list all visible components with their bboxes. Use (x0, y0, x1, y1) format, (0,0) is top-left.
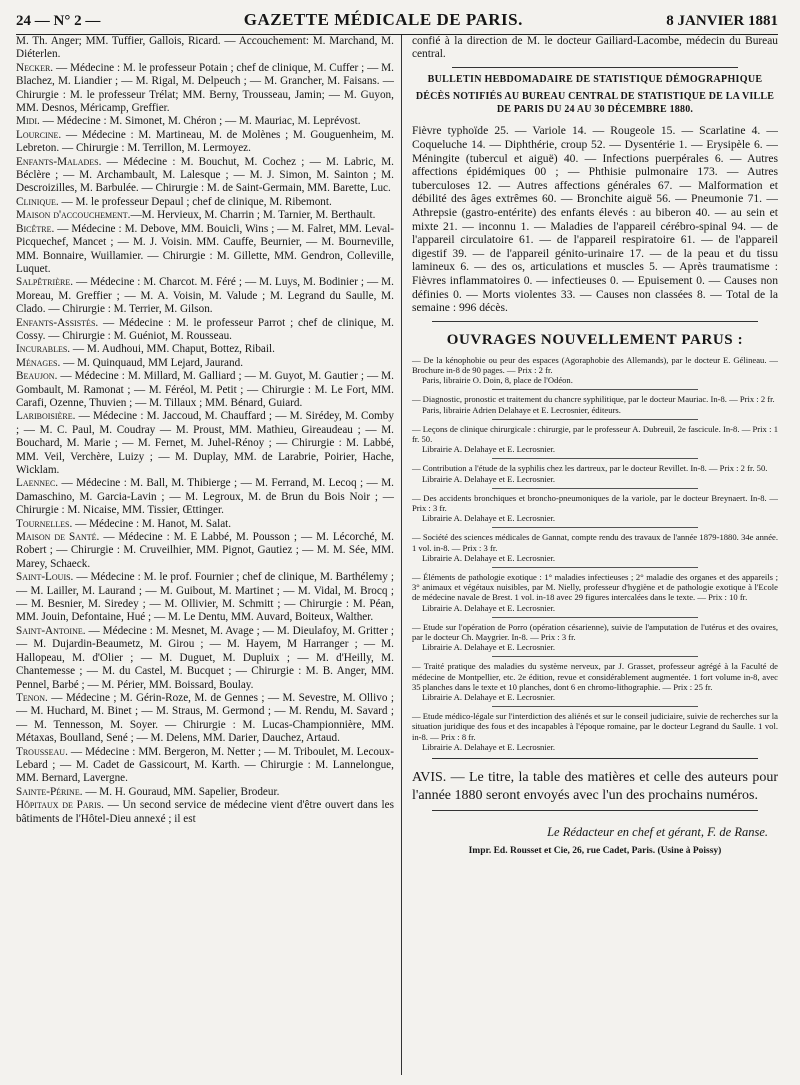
book-entry (412, 661, 778, 702)
book-entry (412, 493, 778, 524)
service-staff-text: — Médecine : M. Jaccoud, M. Chauffard ; — M. Sirédey, M. Comby ; — M. C. Paul, M. Coudray — M. Proust, MM. Mathieu, Gireaudeau ; — M. Bouchard, M. Marie ; — M. Fernet, M. Juhel-Rénoy ; — Chirurgie : M. Labbé, MM. Veil, Verchère, Luizy ; — M. Duplay, MM. de Larabrie, Poirier, Hache, Wicklam. (16, 410, 394, 476)
book-publisher: Librairie A. Delahaye et E. Lecrosnier. (421, 444, 556, 455)
hospital-name: Beaujon. (16, 370, 58, 383)
hospital-entry (16, 786, 394, 799)
hospital-entry (16, 156, 394, 196)
hospital-entry (16, 209, 394, 222)
hospital-entry (16, 276, 394, 316)
hospital-name: Saint-Louis. (16, 571, 74, 584)
hospital-name: Saint-Antoine. (16, 624, 86, 637)
hospital-name: Lariboisière. (16, 410, 76, 423)
service-staff-text: — Médecine ; M. Gérin-Roze, M. de Gennes ; — M. Sevestre, M. Ollivo ; — M. Huchard, M. Binet ; — M. Straus, M. Germond ; — M. Rendu, M. Savard ; — M. Tennesson, M. Soyer. — Chirurgie : M. Lucas-Championnière, MM. Métaxas, Boulland, Sené ; — M. Delens, MM. Darier, Dauchez, Artaud. (16, 691, 394, 745)
book-description: — Contribution a l'étude de la syphilis chez les dartreux, par le docteur Revillet. In-8. — Prix : 2 fr. 50. (411, 463, 768, 474)
service-staff-text: — Médecine : M. Mesnet, M. Avage ; — M. Dieulafoy, M. Gritter ; — M. Dujardin-Beaumetz, M. Girou ; — M. Hayem, M Harranger ; — M. Hallopeau, M. d'Olier ; — M. Duguet, M. Dupluix ; — M. d'Heilly, M. Chantemesse ; — M. du Castel, M. Bucquet ; — Chirurgie : M. B. Anger, MM. Pennel, Barbé ; — M. Périer, MM. Boissard, Boulay. (16, 624, 394, 691)
book-entry (412, 532, 778, 563)
book-publisher: Librairie A. Delahaye et E. Lecrosnier. (421, 692, 556, 702)
hospital-name: Midi. (16, 115, 40, 128)
service-staff-text: — Médecine : M. Millard, M. Galliard ; — M. Guyot, M. Gautier ; — M. Gombault, M. Ramonat ; — M. Féréol, M. Petit ; — Chirurgie : M. Le Fort, MM. Carafi, Ozenne, Thuvien ; — M. Tillaux ; MM. Bénard, Guiard. (16, 370, 394, 409)
bulletin-title: BULLETIN HEBDOMADAIRE DE STATISTIQUE DÉMOGRAPHIQUE (427, 74, 763, 86)
book-description: — Leçons de clinique chirurgicale : chirurgie, par le professeur A. Dubreuil, 2e fascicule. In-8. — Prix : 1 fr. 50. (411, 423, 778, 444)
hospital-name: Clinique. (16, 195, 59, 208)
hospital-entry (16, 625, 394, 692)
hospital-name: Lourcine. (16, 128, 62, 141)
page-header (16, 10, 778, 32)
book-description: — Etude sur l'opération de Porro (opération césarienne), suivie de l'amputation de l'utérus et des ovaires, par le docteur Ch. Maygrier. In-8. — Prix : 3 fr. (411, 621, 778, 642)
book-entry (412, 622, 778, 653)
new-books-title: OUVRAGES NOUVELLEMENT PARUS : (446, 331, 744, 348)
service-staff-text: — Médecine : M. le professeur Potain ; chef de clinique, M. Cuffer ; — M. Blachez, M. Liandier ; — M. Rigal, M. Delpeuch ; — M. Grancher, M. Faisans. — Chirurgie : M. le professeur Trélat; MM. Berny, Trousseau, Jamin; — M. Guyon, MM. Desnos, Méricamp, Greffier. (16, 61, 394, 115)
book-publisher: Librairie A. Delahaye et E. Lecrosnier. (421, 602, 556, 613)
hospital-name: Tournelles. (16, 517, 73, 530)
hospital-entry (16, 531, 394, 571)
book-description: — De la kénophobie ou peur des espaces (Agoraphobie des Allemands), par le docteur E. Gélineau. — Brochure in-8 de 90 pages. — Prix : 2 fr. (411, 354, 778, 375)
hospital-entry (16, 799, 394, 826)
hospital-name: Necker. (16, 61, 54, 74)
book-entry (412, 424, 778, 455)
book-separator (492, 567, 698, 568)
hospital-entry (16, 410, 394, 477)
columns (16, 35, 778, 1075)
service-staff-text: — Médecine : M. Bouchut, M. Cochez ; — M. Labric, M. Béclère ; — M. Archambault, M. Lalesque ; — M. J. Simon, M. Sainton ; M. Descroizilles, M. Barbulée. — Chirurgie : M. de Saint-Germain, MM. Barette, Luc. (16, 155, 394, 195)
book-publisher: Librairie A. Delahaye et E. Lecrosnier. (421, 642, 556, 653)
book-separator (492, 458, 698, 459)
book-entry (412, 711, 778, 752)
hospital-name: Tenon. (16, 691, 48, 704)
service-staff-text: — Médecine : M. Simonet, M. Chéron ; — M. Mauriac, M. Leprévost. (39, 115, 361, 128)
page-number: 24 — N° 2 — (16, 13, 101, 29)
hospital-name: Incurables. (16, 343, 71, 356)
book-separator (492, 488, 698, 489)
section-rule (432, 810, 758, 811)
book-separator (492, 656, 698, 657)
book-description: — Diagnostic, pronostic et traitement du chancre syphilitique, par le docteur Mauriac. In-8. — Prix : 2 fr. (411, 394, 775, 405)
service-staff-text: — Médecine : M. Ball, M. Thibierge ; — M. Ferrand, M. Lecoq ; — M. Damaschino, M. Garcia-Lavin ; — M. Legroux, M. de Brun du Bois Noir ; — Chirurgie : M. Nicaise, MM. Tissier, Œttinger. (16, 477, 394, 517)
bulletin-subtitle: DÉCÈS NOTIFIÉS AU BUREAU CENTRAL DE STATISTIQUE DE LA VILLE DE PARIS DU 24 AU 30 DÉCEMBRE 1880. (415, 91, 775, 115)
service-staff-text: — Médecine : M. le prof. Fournier ; chef de clinique, M. Barthélemy ; — M. Lailler, M. Laurand ; — M. Guibout, M. Martinet ; — M. Vidal, M. Brocq ; — M. Besnier, M. Siredey ; — M. Ollivier, M. Schmitt ; — Chirurgie : M. Péan, MM. Jouin, Defontaine, Hué ; — M. Le Dentu, MM. Auvard, Boiteux, Walther. (16, 571, 394, 624)
hospital-name: Maison d'accouchement. (16, 209, 131, 222)
journal-title: GAZETTE MÉDICALE DE PARIS. (243, 10, 523, 29)
book-publisher: Librairie A. Delahaye et E. Lecrosnier. (421, 741, 556, 752)
hospital-entry (16, 692, 394, 746)
book-description: — Traité pratique des maladies du système nerveux, par J. Grasset, professeur agrégé à la Faculté de médecine de Montpellier, etc. 2e édition, revue et considérablement augmentée. 1 fort volume in-8, avec 35 planches dans le texte et 10 planches, dont 6 en chromo-lithographie. — Prix : 25 fr. (411, 661, 778, 692)
hospital-entry (16, 343, 394, 356)
hospital-name: Salpêtrière. (16, 276, 74, 289)
hospital-name: Trousseau. (16, 745, 68, 758)
hospital-services-column (16, 35, 402, 1075)
death-statistics: Fièvre typhoïde 25. — Variole 14. — Rougeole 15. — Scarlatine 4. — Coqueluche 14. — Diphthérie, croup 52. — Dysentérie 1. — Erysipèle 6. — Méningite (tubercul et aiguë) 40. — Infections puerpérales 6. — Autres affections épidémiques 00 ; — Phthisie pulmonaire 173. — Autres tuberculoses 12. — Autres affections générales 67. — Malformation et débilité des âges extrêmes 60. — Bronchite aiguë 56. — Pneumonie 71. — Athrepsie (gastro-entérite) des enfants élevés : au biberon 40. — au sein et mixte 21. — inconnu 1. — Maladies de l'appareil cérébro-spinal 94. — de l'appareil circulatoire 61. — de l'appareil respiratoire 61. — de l'appareil digestif 39. — de l'appareil génito-urinaire 17. — de la peau et du tissu lamineux 6. — des os, articulations et muscles 5. — Après traumatisme : Fièvres inflammatoires 0. — infectieuses 0. — Epuisement 0. — Causes non définies 0. — Morts violentes 33. — Causes non classées 8. — Total de la semaine : 996 décès. (411, 124, 778, 315)
book-publisher: Paris, librairie Adrien Delahaye et E. Lecrosnier, éditeurs. (421, 404, 621, 415)
book-entry (412, 355, 778, 386)
book-publisher: Librairie A. Delahaye et E. Lecrosnier. (421, 473, 556, 484)
service-staff-text: — M. le professeur Depaul ; chef de clinique, M. Ribemont. (58, 195, 332, 208)
hospital-name: Enfants-Malades. (16, 155, 102, 168)
book-separator (492, 389, 698, 390)
service-staff-text: — Médecine : MM. Bergeron, M. Netter ; — M. Triboulet, M. Lecoux-Lebard ; — M. Cadet de Gassicourt, M. Karth. — Chirurgie : M. Lannelongue, MM. Bernard, Lavergne. (16, 745, 394, 785)
section-rule (432, 321, 758, 322)
hospital-entry (16, 746, 394, 786)
book-entry (412, 463, 778, 483)
book-separator (492, 706, 698, 707)
hospital-entry (16, 518, 394, 531)
book-entry (412, 394, 778, 414)
hospital-name: Maison de Santé. (16, 531, 100, 544)
hospital-entry (16, 317, 394, 344)
service-staff-text: — Médecine : M. le professeur Parrot ; chef de clinique, M. Cossy. — Chirurgie : M. Guéniot, M. Rousseau. (16, 316, 394, 342)
book-description: — Des accidents bronchiques et broncho-pneumoniques de la variole, par le docteur Breynaert. In-8. — Prix : 3 fr. (411, 492, 778, 513)
book-publisher: Librairie A. Delahaye et E. Lecrosnier. (421, 513, 556, 524)
issue-date: 8 JANVIER 1881 (666, 13, 778, 29)
hospital-entry (16, 571, 394, 625)
service-staff-text: — Médecine : M. Martineau, M. de Molènes ; M. Gouguenheim, M. Lebreton. — Chirurgie : M. Terrillon, M. Lermoyez. (16, 128, 394, 155)
hospital-name: Laennec. (16, 477, 59, 490)
hospital-entry (16, 223, 394, 277)
book-separator (492, 617, 698, 618)
service-staff-text: — Un second service de médecine vient d'être ouvert dans les bâtiments de l'Hôtel-Dieu annexé ; il est (16, 799, 394, 825)
book-separator (492, 419, 698, 420)
section-rule (452, 67, 738, 68)
book-publisher: Librairie A. Delahaye et E. Lecrosnier. (421, 552, 556, 563)
hospital-name: Enfants-Assistés. (16, 316, 99, 329)
service-staff-text: — Médecine : M. Debove, MM. Bouicli, Wins ; — M. Falret, MM. Leval-Picquechef, Mancet ; — M. J. Voisin. MM. Cauffe, Beurnier, — M. Bourneville, MM. Bonnaire, Wuillamier. — Chirurgie : M. Gillette, MM. Gendron, Colleville, Luquet. (16, 222, 394, 275)
service-staff-text: M. Th. Anger; MM. Tuffier, Gallois, Ricard. — Accouchement: M. Marchand, M. Diéterlen. (16, 35, 394, 61)
notice-paragraph: AVIS. — Le titre, la table des matières et celle des auteurs pour l'année 1880 seront envoyés avec l'un des prochains numéros. (411, 770, 778, 803)
book-description: — Éléments de pathologie exotique : 1° maladies infectieuses ; 2° maladie des organes et des appareils ; 3° animaux et végétaux nuisibles, par M. Nielly, professeur d'hygiène et de pathologie exotique à l'Ecole de médecine navale de Brest. 1 vol. in-18 avec 29 figures intercalées dans le texte. — Prix : 10 fr. (411, 571, 778, 603)
book-description: — Etude médico-légale sur l'interdiction des aliénés et sur le conseil judiciaire, suivie de recherches sur la situation juridique des fous et des incapables à l'époque romaine, par le docteur Legrand du Saulle. 1 vol. in-8. — Prix : 8 fr. (411, 711, 778, 742)
editor-signature: Le Rédacteur en chef et gérant, F. de Ranse. (547, 825, 768, 840)
hospital-entry (16, 129, 394, 156)
book-publisher: Paris, librairie O. Doin, 8, place de l'Odéon. (421, 375, 573, 386)
hospital-entry (16, 35, 394, 62)
hospital-entry (16, 370, 394, 410)
section-rule (432, 758, 758, 759)
service-staff-text: — Médecine : M. Hanot, M. Salat. (72, 517, 232, 530)
hospital-entry (16, 115, 394, 128)
hospital-entry (16, 477, 394, 517)
printer-imprint: Impr. Ed. Rousset et Cie, 26, rue Cadet, Paris. (Usine à Poissy) (468, 846, 722, 857)
hospital-entry (16, 196, 394, 209)
hospital-entry (16, 62, 394, 116)
service-staff-text: — M. H. Gouraud, MM. Sapelier, Brodeur. (82, 785, 280, 798)
service-staff-text: — Médecine : M. Charcot. M. Féré ; — M. Luys, M. Bodinier ; — M. Moreau, M. Greffier ; — M. A. Voisin, M. Valude ; M. Legrand du Saulle, M. Clado. — Chirurgie : M. Terrier, M. Gilson. (16, 276, 394, 316)
hospital-name: Bicêtre. (16, 222, 55, 235)
hospital-entry (16, 357, 394, 370)
continued-paragraph: confié à la direction de M. le docteur Gailiard-Lacombe, médecin du Bureau central. (411, 35, 778, 61)
book-entry (412, 572, 778, 613)
service-staff-text: — M. Quinquaud, MM Lejard, Jaurand. (60, 356, 244, 369)
book-description: — Société des sciences médicales de Gannat, compte rendu des travaux de l'année 1879-1880. 34e année. 1 vol. in-8. — Prix : 3 fr. (411, 532, 778, 553)
right-column (402, 35, 778, 1075)
new-books-list (412, 355, 778, 752)
hospital-name: Hôpitaux de Paris. (16, 799, 104, 812)
service-staff-text: — M. Audhoui, MM. Chaput, Bottez, Ribail. (70, 343, 275, 356)
book-separator (492, 527, 698, 528)
service-staff-text: — Médecine : M. E Labbé, M. Pousson ; — M. Lécorché, M. Robert ; — Chirurgie : M. Cruveilhier, MM. Pignot, Gautiez ; — M. M. Sée, MM. Marey, Schaeck. (16, 531, 394, 570)
hospital-name: Ménages. (16, 356, 61, 369)
hospital-name: Sainte-Périne. (16, 785, 83, 798)
service-staff-text: —M. Hervieux, M. Charrin ; M. Tarnier, M. Berthault. (130, 209, 376, 222)
